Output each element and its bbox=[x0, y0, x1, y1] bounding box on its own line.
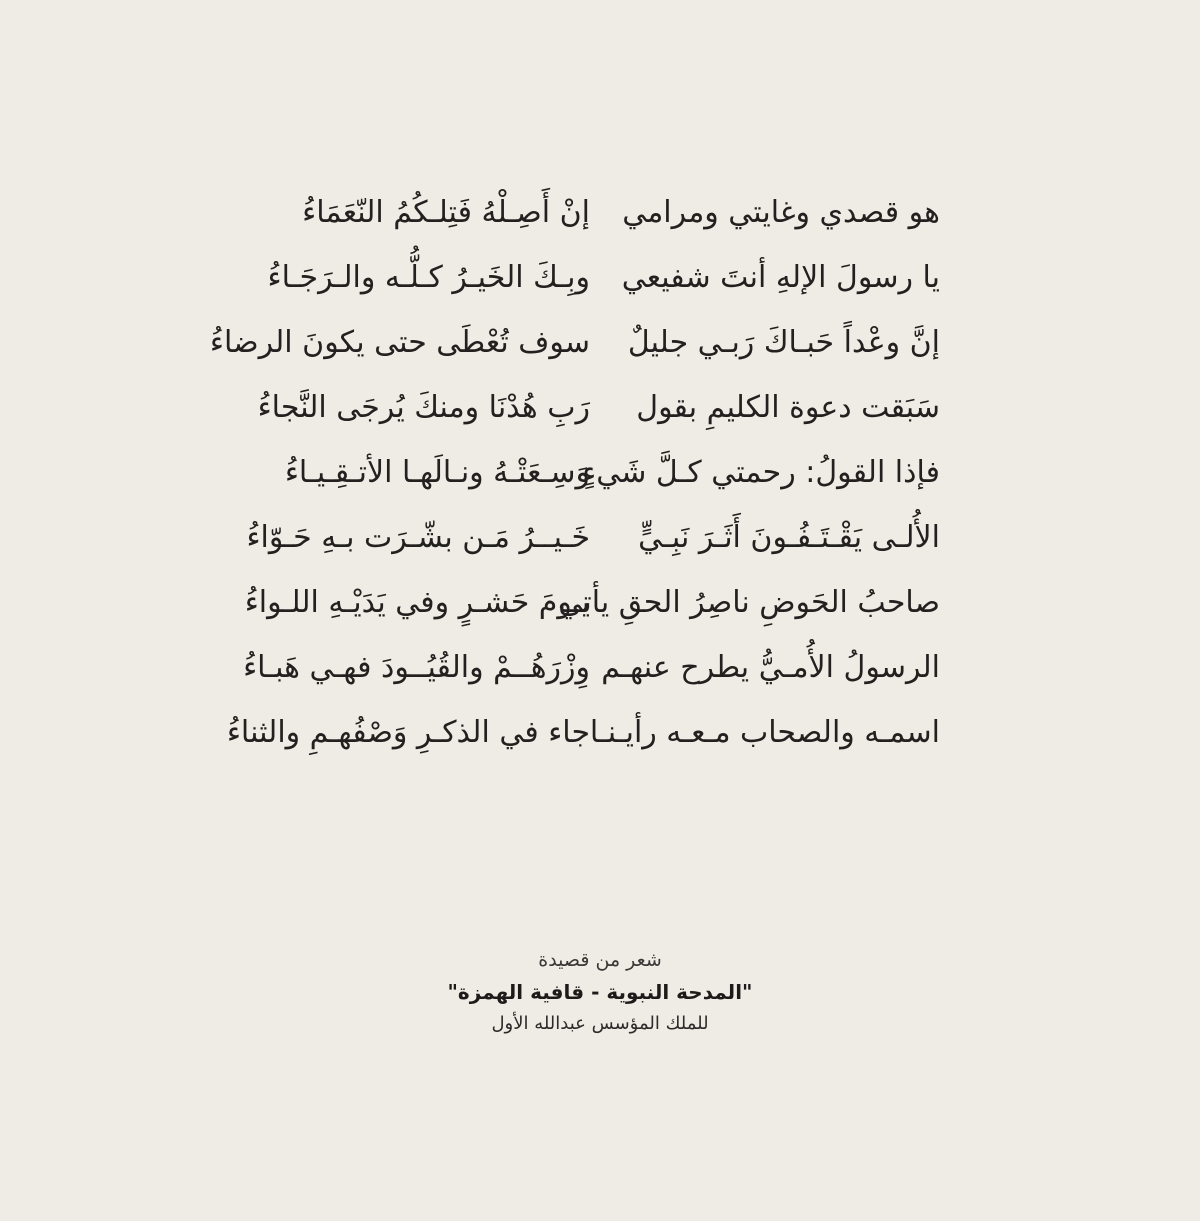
poem-caption bbox=[0, 945, 1200, 1039]
verse-line: جاء في الذكـرِ وَصْفُهـمِ والثناءُ bbox=[226, 715, 590, 750]
verse-line: هو قصدي وغايتي ومرامي bbox=[622, 195, 940, 230]
verse-line: سوف تُعْطَى حتى يكونَ الرضاءُ bbox=[209, 325, 590, 360]
poem-column-left bbox=[209, 180, 590, 765]
verse-line: اسمـه والصحاب مـعـه رأيـنـا bbox=[589, 715, 940, 750]
verse-line: الأُلـى يَقْـتَـفُـونَ أَثَـرَ نَبِـيٍّ bbox=[638, 520, 940, 555]
verse-line: يا رسولَ الإلهِ أنتَ شفيعي bbox=[621, 260, 940, 295]
verse-line: وبِـكَ الخَيـرُ كـلُّـه والـرَجَـاءُ bbox=[267, 260, 590, 295]
caption-author: للملك المؤسس عبدالله الأول bbox=[491, 1013, 709, 1034]
caption-poem-title: "المدحة النبوية - قافية الهمزة" bbox=[447, 980, 753, 1004]
verse-line: فإذا القولُ: رحمتي كـلَّ شَيءٍ bbox=[582, 455, 940, 490]
verse-line: إنَّ وعْداً حَبـاكَ رَبـي جليلٌ bbox=[627, 325, 940, 360]
verse-line: رَبِ هُدْنَا ومنكَ يُرجَى النَّجاءُ bbox=[257, 390, 590, 425]
poem-column-right bbox=[558, 180, 940, 765]
verse-line: إنْ أَصِـلْهُ فَتِلـكُمُ النّعَمَاءُ bbox=[302, 195, 590, 230]
verse-line: وِزْرَهُــمْ والقُيُــودَ فهـي هَبـاءُ bbox=[243, 650, 590, 685]
verse-line: الرسولُ الأُمـيُّ يطرح عنهـم bbox=[601, 650, 940, 685]
verse-line: خَـيــرُ مَـن بشّـرَت بـهِ حَـوّاءُ bbox=[246, 520, 590, 555]
verse-line: وَسِـعَتْـهُ ونـالَهـا الأتـقِـيـاءُ bbox=[284, 455, 590, 490]
poem-body bbox=[0, 180, 1200, 765]
verse-line: صاحبُ الحَوضِ ناصِرُ الحقِ يأتي bbox=[558, 585, 940, 620]
verse-line: يـومَ حَشـرٍ وفي يَدَيْـهِ اللـواءُ bbox=[244, 585, 590, 620]
caption-source-label: شعر من قصيدة bbox=[538, 949, 662, 971]
verse-line: سَبَقت دعوة الكليمِ بقول bbox=[636, 390, 940, 425]
